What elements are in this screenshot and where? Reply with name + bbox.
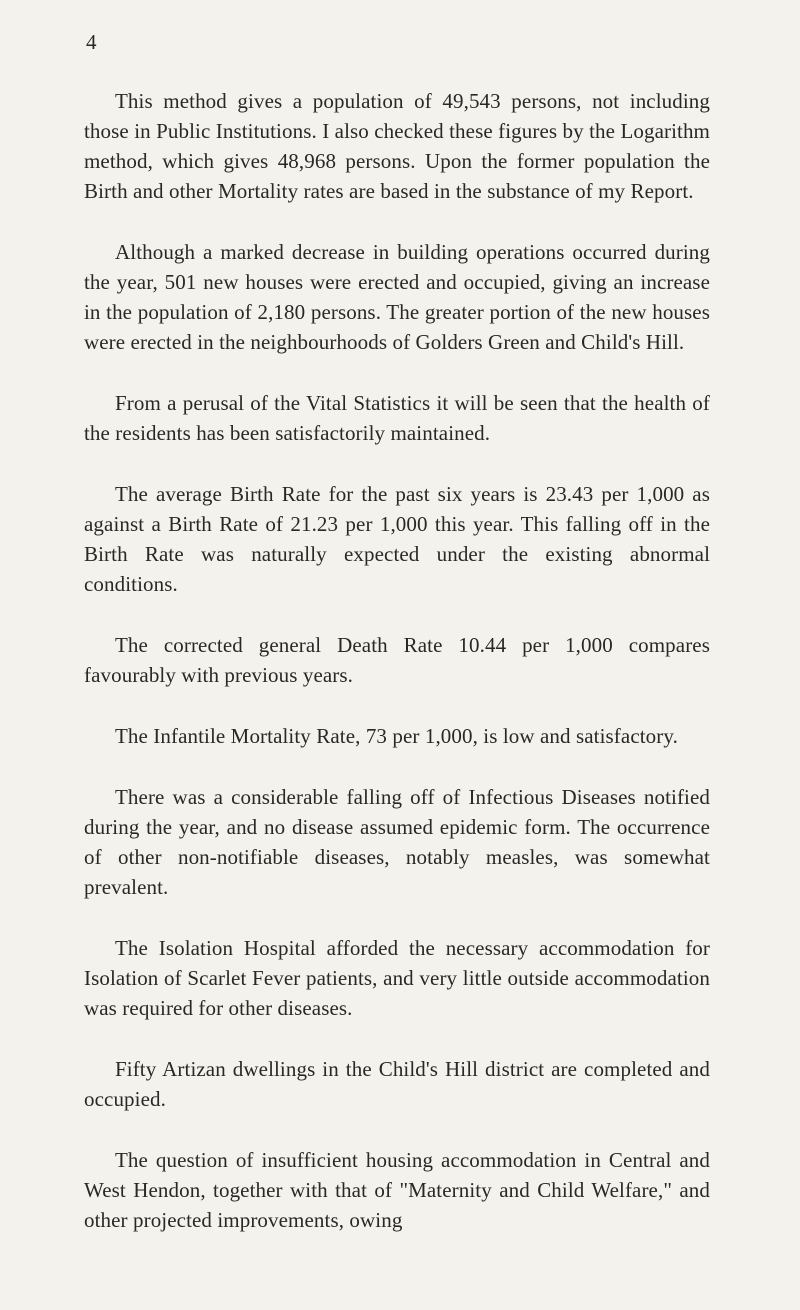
body-text bbox=[84, 86, 710, 1235]
paragraph-isolation-hospital: The Isolation Hospital afforded the necessary accommodation for Isolation of Scarlet Fever patients, and very little outside accommodation was required for other diseases. bbox=[84, 936, 710, 1020]
paragraph-housing-accommodation: The question of insufficient housing accommodation in Central and West Hendon, together with that of "Maternity and Child Welfare," and other projected improvements, owing bbox=[84, 1148, 710, 1232]
paragraph-building-operations: Although a marked decrease in building operations occurred during the year, 501 new houses were erected and occupied, giving an increase in the population of 2,180 persons. The greater portion of the new houses were erected in the neighbourhoods of Golders Green and Child's Hill. bbox=[84, 240, 710, 354]
paragraph-infantile-mortality: The Infantile Mortality Rate, 73 per 1,000, is low and satisfactory. bbox=[115, 724, 678, 748]
paragraph-birth-rate: The average Birth Rate for the past six years is 23.43 per 1,000 as against a Birth Rate of 21.23 per 1,000 this year. This falling off in the Birth Rate was naturally expected under the existing abnormal conditions. bbox=[84, 482, 710, 596]
paragraph-artizan-dwellings: Fifty Artizan dwellings in the Child's Hill district are completed and occupied. bbox=[84, 1057, 710, 1111]
page-number: 4 bbox=[86, 30, 97, 54]
paragraph-death-rate: The corrected general Death Rate 10.44 per 1,000 compares favourably with previous years. bbox=[84, 633, 710, 687]
paragraph-population-method: This method gives a population of 49,543 persons, not including those in Public Institutions. I also checked these figures by the Logarithm method, which gives 48,968 persons. Upon the former population the Birth and other Mortality rates are based in the substance of my Report. bbox=[84, 89, 710, 203]
paragraph-infectious-diseases: There was a considerable falling off of Infectious Diseases notified during the year, and no disease assumed epidemic form. The occurrence of other non-notifiable diseases, notably measles, was somewhat prevalent. bbox=[84, 785, 710, 899]
paragraph-vital-statistics: From a perusal of the Vital Statistics it will be seen that the health of the residents has been satisfactorily maintained. bbox=[84, 391, 710, 445]
